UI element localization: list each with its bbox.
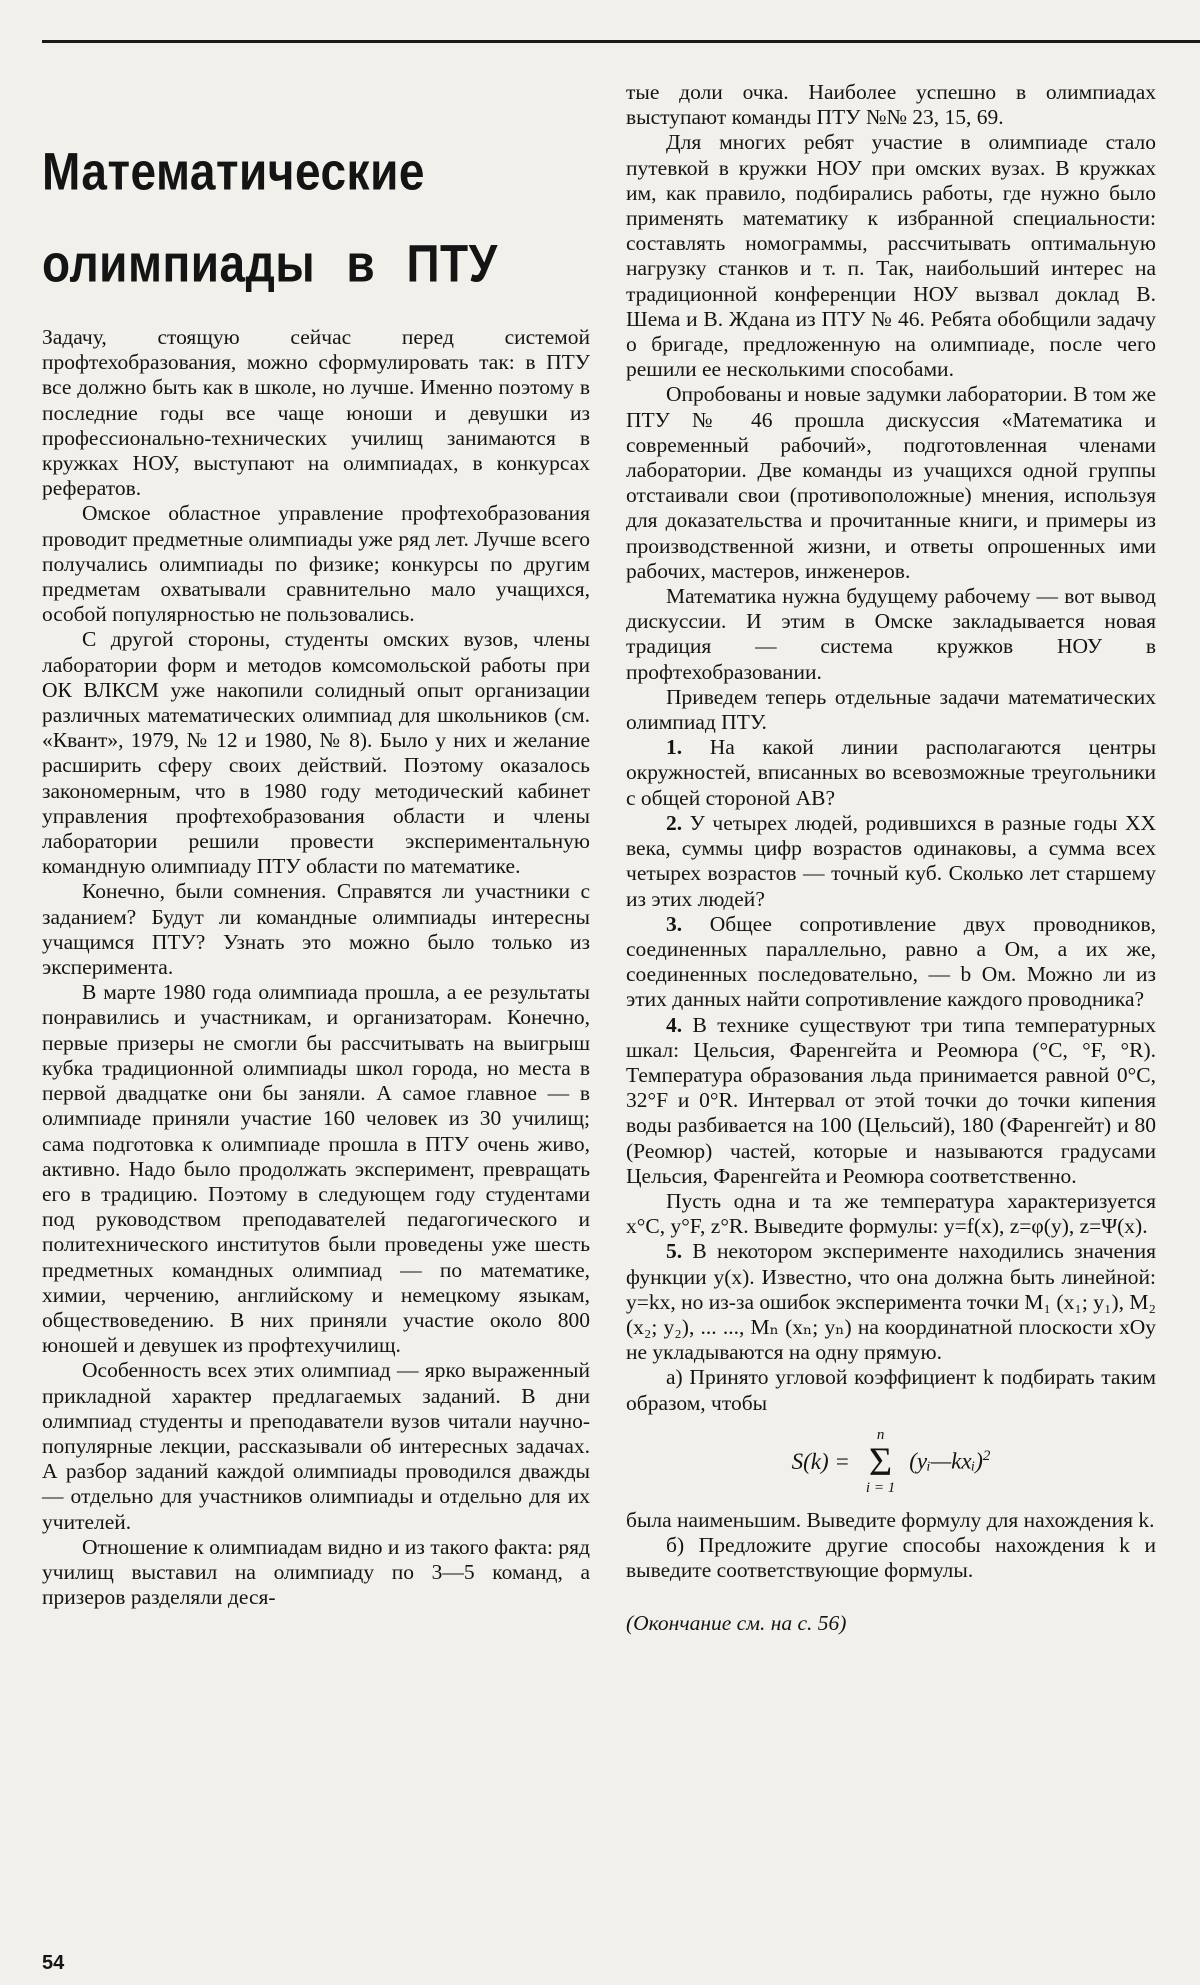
paragraph: Приведем теперь отдельные задачи математических олимпиад ПТУ.: [626, 684, 1156, 735]
sigma-symbol: [866, 1428, 895, 1496]
problem-text: В технике существуют три типа температурных шкал: Цельсия, Фаренгейта и Реомюра (°С, °F, °R). Температура образования льда принимается равной 0°С, 32°F и 0°R. Интервал от этой точки до точки кипения воды разбивается на 100 (Цельсий), 180 (Фаренгейт) и 80 (Реомюр) частей, которые и называются градусами Цельсия, Фаренгейта и Реомюра соответственно.: [626, 1012, 1157, 1188]
paragraph: Особенность всех этих олимпиад — ярко выраженный прикладной характер предлагаемых заданий. В дни олимпиад студенты и преподаватели вузов читали научно-популярные лекции, рассказывали об интересных задачах. А разбор заданий каждой олимпиады проводился дважды — отдельно для участников олимпиады и отдельно для их учителей.: [42, 1358, 590, 1534]
right-column: [626, 80, 1156, 1637]
formula-power: 2: [982, 1448, 991, 1465]
paragraph: Омское областное управление профтехобразования проводит предметные олимпиады уже ряд лет. Лучше всего получались олимпиады по физике; конкурсы по другим предметам охватывали сравнительно мало учащихся, особой популярностью не пользовались.: [42, 501, 590, 627]
problem-5a: а) Принято угловой коэффициент k подбирать таким образом, чтобы: [626, 1365, 1156, 1415]
paragraph: Опробованы и новые задумки лаборатории. В том же ПТУ № 46 прошла дискуссия «Математика и современный рабочий», подготовленная членами лаборатории. Две команды из учащихся одной группы отстаивали свои (противоположные) мнения, используя для доказательства и прочитанные книги, и примеры из производственной жизни, и ответы опрошенных ими рабочих, мастеров, инженеров.: [626, 382, 1156, 583]
problem-1: [626, 735, 1156, 811]
paragraph: Конечно, были сомнения. Справятся ли участники с заданием? Будут ли командные олимпиады интересны учащимся ПТУ? Узнать это можно было только из эксперимента.: [42, 879, 590, 980]
formula-lhs: S(k) =: [791, 1448, 850, 1474]
paragraph: Математика нужна будущему рабочему — вот вывод дискуссии. И этим в Омске закладывается новая традиция — система кружков НОУ в профтехобразовании.: [626, 584, 1156, 684]
problem-number: 5.: [666, 1239, 683, 1264]
problem-text: На какой линии располагаются центры окружностей, вписанных во всевозможные треугольники с общей стороной AB?: [626, 735, 1157, 810]
problem-2: [626, 811, 1156, 912]
paragraph: Для многих ребят участие в олимпиаде стало путевкой в кружки НОУ при омских вузах. В кружках им, как правило, подбирались работы, где нужно было применять математику к избранной специальности: составлять номограммы, рассчитывать оптимальную нагрузку станков и т. п. Так, наибольший интерес на традиционной конференции НОУ вызвал доклад В. Шема и В. Ждана из ПТУ № 46. Ребята обобщили задачу о бригаде, предложенную на олимпиаде, после чего решили ее несколькими способами.: [626, 130, 1156, 382]
sigma-upper-limit: n: [876, 1426, 885, 1443]
problem-number: 2.: [666, 810, 683, 835]
problem-number: 3.: [666, 911, 683, 936]
problem-text: Общее сопротивление двух проводников, соединенных параллельно, равно a Ом, а их же, соединенных последовательно, — b Ом. Можно ли из этих данных найти сопротивление каждого проводника?: [626, 911, 1157, 1012]
problem-4-continued: Пусть одна и та же температура характеризуется x°C, y°F, z°R. Выведите формулы: y=f(x), z=φ(y), z=Ψ(x).: [626, 1188, 1156, 1239]
paragraph: Отношение к олимпиадам видно и из такого факта: ряд училищ выставил на олимпиаду по 3—5 команд, а призеров разделяли деся-: [42, 1534, 590, 1610]
continuation-note: (Окончание см. на с. 56): [626, 1611, 847, 1636]
problem-4: [626, 1013, 1156, 1189]
left-column: [42, 125, 590, 1610]
sigma-glyph: Σ: [868, 1438, 893, 1484]
formula-summand: (yᵢ—kxᵢ): [909, 1449, 983, 1475]
problem-number: 4.: [666, 1012, 683, 1037]
title-line-2: олимпиады в ПТУ: [42, 233, 498, 293]
problem-5: [626, 1239, 1156, 1365]
problem-5b: б) Предложите другие способы нахождения k и выведите соответствующие формулы.: [626, 1532, 1156, 1583]
paragraph: В марте 1980 года олимпиада прошла, а ее результаты понравились и участникам, и организаторам. Конечно, первые призеры не смогли бы рассчитывать на выигрыш кубка традиционной олимпиады школ города, но места в первой двадцатке они бы заняли. А самое главное — в олимпиаде приняли участие 160 человек из 30 училищ; сама подготовка к олимпиаде прошла в ПТУ очень живо, активно. Надо было продолжать эксперимент, превращать его в традицию. Поэтому в следующем году студентами под руководством преподавателей педагогического и политехнического институтов были проведены уже шесть предметных командных олимпиад — по математике, химии, черчению, английскому и немецкому языкам, обществоведению. В них приняли участие около 800 юношей и девушек из профтехучилищ.: [42, 980, 590, 1358]
paragraph: С другой стороны, студенты омских вузов, члены лаборатории форм и методов комсомольской работы при ОК ВЛКСМ уже накопили солидный опыт организации различных математических олимпиад для школьников (см. «Квант», 1979, № 12 и 1980, № 8). Было у них и желание расширить сферу своих действий. Поэтому оказалось закономерным, что в 1980 году методический кабинет управления профтехобразования области и члены лаборатории решили провести экспериментальную командную олимпиаду ПТУ области по математике.: [42, 627, 590, 879]
title-line-1: Математические: [42, 141, 425, 201]
sigma-lower-limit: i = 1: [865, 1479, 896, 1496]
problem-text: В некотором эксперименте находились значения функции y(x). Известно, что она должна быть линейной: y=kx, но из-за ошибок эксперимента точки M₁ (x₁; y₁), M₂ (x₂; y₂), ... ..., Mₙ (xₙ; yₙ) на координатной плоскости xOy не укладываются на одну прямую.: [626, 1239, 1157, 1365]
paragraph: тые доли очка. Наиболее успешно в олимпиадах выступают команды ПТУ №№ 23, 15, 69.: [626, 80, 1156, 130]
paragraph: Задачу, стоящую сейчас перед системой профтехобразования, можно сформулировать так: в ПТУ все должно быть как в школе, но лучше. Именно поэтому в последние годы все чаще юноши и девушки из профессионально-технических училищ занимаются в кружках НОУ, выступают на олимпиадах, в конкурсах рефератов.: [42, 325, 590, 501]
problem-number: 1.: [666, 735, 683, 760]
page-number: 54: [42, 1952, 65, 1974]
top-rule: [42, 40, 1200, 43]
problem-3: [626, 912, 1156, 1013]
sum-formula: [626, 1420, 1156, 1504]
problem-text: У четырех людей, родившихся в разные годы XX века, суммы цифр возрастов одинаковы, а сумма всех четырех возрастов — точный куб. Сколько лет старшему из этих людей?: [626, 810, 1156, 911]
formula-rhs: [909, 1448, 990, 1475]
article-title: [42, 125, 590, 309]
problem-5a-after: была наименьшим. Выведите формулу для нахождения k.: [626, 1507, 1155, 1532]
